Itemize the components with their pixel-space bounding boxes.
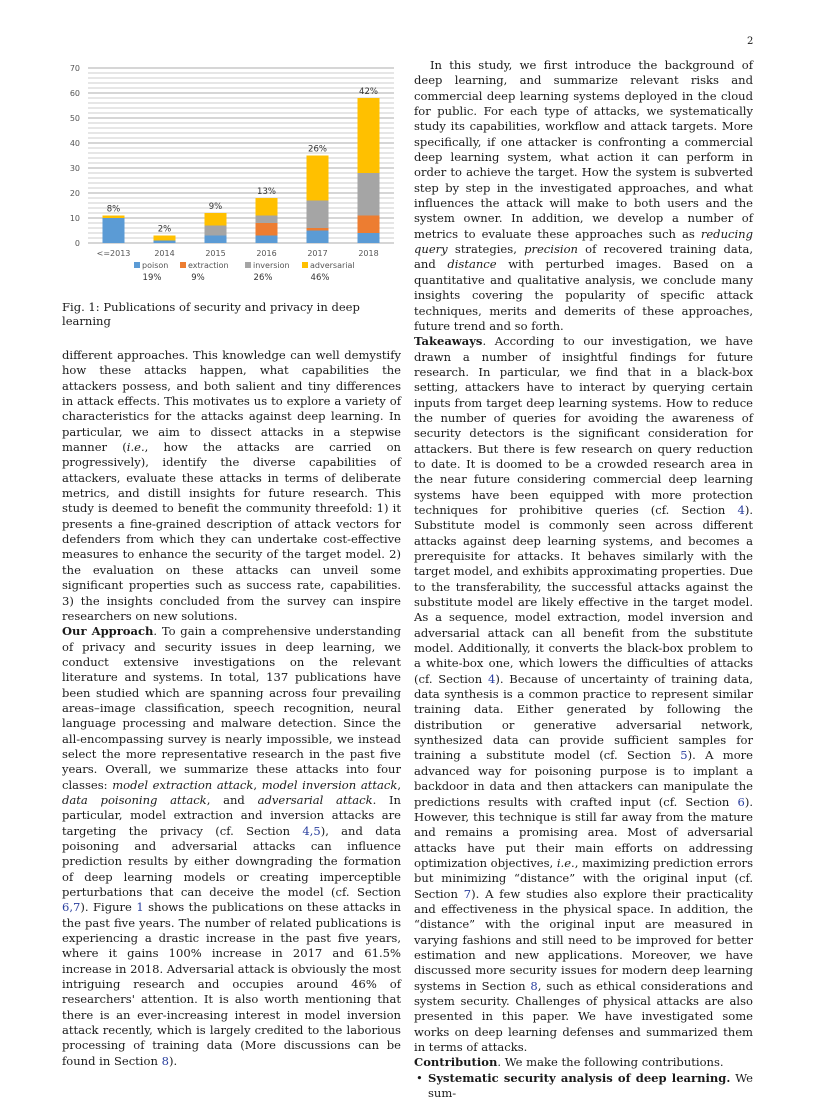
section-ref-link[interactable]: 4: [737, 502, 745, 517]
bar-data-label: 26%: [308, 144, 327, 155]
legend-label-adversarial: adversarial: [310, 261, 355, 270]
paragraph-intro-continued: different approaches. This knowledge can well demystify how these attacks happen, what capabilities the attackers possess, and both salient and tiny differences in attack effects. This motivates us to explore a variety of characteristics for the attacks against deep learning. In particular, we aim to dissect attacks in a stepwise manner (i.e., how the attacks are carried on progressively), identify the diverse capabilities of attackers, evaluate these attacks in terms of deliberate metrics, and distill insights for future research. This study is deemed to benefit the community threefold: 1) it presents a fine-grained description of attack vectors for defenders from which they can undertake cost-effective measures to enhance the security of the target model. 2) the evaluation on these attacks can unveil some significant properties such as success rate, capabilities. 3) the insights concluded from the survey can inspire researchers on new solutions.: [62, 348, 401, 623]
y-tick-label: 50: [69, 114, 80, 123]
bar-segment-inversion: [256, 216, 278, 224]
y-tick-label: 40: [69, 139, 80, 148]
bar-segment-inversion: [307, 201, 329, 229]
y-tick-label: 60: [69, 89, 80, 98]
bar-segment-inversion: [205, 226, 227, 236]
bar-data-label: 42%: [359, 87, 378, 97]
section-ref-link[interactable]: 8: [161, 1053, 169, 1068]
bar-segment-poison: [358, 233, 380, 243]
bar-segment-poison: [205, 236, 227, 244]
paragraph-study-overview: In this study, we first introduce the background of deep learning, and summarize relevant risks and commercial deep learning systems deployed in the cloud for public. For each type of attacks, we systematically study its capabilities, workflow and attack targets. More specifically, if one attacker is confronting a commercial deep learning system, what action it can perform in order to achieve the target. How the system is subverted step by step in the investigated approaches, and what influences the attack will make to both users and the system owner. In addition, we develop a number of metrics to evaluate these approaches such as reducing query strategies, precision of recovered training data, and distance with perturbed images. Based on a quantitative and qualitative analysis, we conclude many insights covering the popularity of specific attack techniques, merits and demerits of these approaches, future trend and so forth.: [414, 58, 753, 333]
stacked-bar-chart: [62, 58, 402, 288]
legend-swatch-poison: [134, 262, 140, 268]
bar-segment-adversarial: [307, 156, 329, 201]
legend-swatch-extraction: [180, 262, 186, 268]
right-column: [414, 58, 753, 1101]
y-tick-label: 30: [69, 164, 80, 173]
section-ref-link[interactable]: 6,7: [62, 900, 81, 915]
legend-share-adversarial: 46%: [310, 273, 330, 283]
bar-segment-poison: [307, 231, 329, 244]
paragraph-contribution: Contribution. We make the following contributions.: [414, 1055, 724, 1070]
legend-swatch-adversarial: [302, 262, 308, 268]
x-tick-label: 2016: [256, 249, 277, 258]
bar-segment-adversarial: [256, 198, 278, 216]
bar-segment-poison: [154, 241, 176, 244]
legend-swatch-inversion: [245, 262, 251, 268]
bar-segment-extraction: [358, 216, 380, 234]
bar-data-label: 9%: [208, 202, 223, 212]
paragraph-takeaways: Takeaways. According to our investigation, we have drawn a number of insightful findings for future research. In particular, we find that in a black-box setting, attackers have to interact by querying certain inputs from target deep learning systems. How to reduce the number of queries for avoiding the awareness of security detectors is the significant consideration for attackers. But there is few research on query reduction to date. It is doomed to be a crowded research area in the near future considering commercial deep learning systems have been equipped with more protection techniques for prohibitive queries (cf. Section 4). Substitute model is commonly seen across different attacks against deep learning systems, and becomes a prerequisite for attacks. It behaves similarly with the target model, and exhibits approximating properties. Due to the transferability, the successful attacks against the substitute model are likely effective in the target model. As a sequence, model extraction, model inversion and adversarial attack can all benefit from the substitute model. Additionally, it converts the black-box problem to a white-box one, which lowers the difficulties of attacks (cf. Section 4). Because of uncertainty of training data, data synthesis is a common practice to represent similar training data. Either generated by following the distribution or generative adversarial network, synthesized data can provide sufficient samples for training a substitute model (cf. Section 5). A more advanced way for poisoning purpose is to implant a backdoor in data and then attackers can manipulate the predictions results with crafted input (cf. Section 6). However, this technique is still far away from the mature and remains a promising area. Most of adversarial attacks have put their main efforts on addressing optimization objectives, i.e., maximizing prediction errors but minimizing “distance” with the original input (cf. Section 7). A few studies also explore their practicality and effectiveness in the physical space. In addition, the “distance” with the original input are measured in varying fashions and still need to be improved for better estimation and new applications. Moreover, we have discussed more security issues for modern deep learning systems in Section 8, such as ethical considerations and system security. Challenges of physical attacks are also presented in this paper. We have investigated some works on deep learning defenses and summarized them in terms of attacks.: [414, 334, 754, 1054]
legend-label-inversion: inversion: [253, 261, 290, 270]
y-tick-label: 10: [69, 214, 80, 223]
bar-segment-inversion: [358, 173, 380, 216]
x-tick-label: 2018: [358, 249, 379, 258]
section-ref-link[interactable]: 6: [737, 794, 745, 809]
section-ref-link[interactable]: 5: [680, 748, 688, 763]
figure-1: [62, 58, 402, 288]
left-column: [62, 348, 401, 1069]
bar-segment-adversarial: [358, 98, 380, 173]
legend-share-inversion: 26%: [253, 273, 273, 283]
x-tick-label: 2017: [307, 249, 328, 258]
bar-segment-adversarial: [205, 213, 227, 226]
section-ref-link[interactable]: 8: [530, 978, 538, 993]
contribution-bullet: • Systematic security analysis of deep learning. We sum-: [414, 1071, 753, 1101]
y-tick-label: 20: [69, 189, 80, 198]
y-tick-label: 0: [74, 239, 80, 248]
contribution-heading: Contribution: [414, 1055, 498, 1070]
x-tick-label: <=2013: [96, 249, 131, 258]
x-tick-label: 2015: [205, 249, 226, 258]
y-tick-label: 70: [69, 64, 80, 73]
legend-label-poison: poison: [142, 261, 169, 270]
takeaways-heading: Takeaways: [414, 334, 483, 349]
bar-data-label: 8%: [106, 204, 121, 215]
section-ref-link[interactable]: 4: [487, 671, 496, 686]
x-tick-label: 2014: [154, 249, 175, 258]
bar-segment-poison: [103, 218, 125, 243]
section-ref-link[interactable]: 7: [463, 886, 472, 901]
bar-data-label: 2%: [157, 224, 172, 235]
legend-label-extraction: extraction: [188, 261, 229, 270]
bar-segment-adversarial: [154, 236, 176, 241]
figure-caption: Fig. 1: Publications of security and privacy in deep learning: [62, 300, 360, 328]
bar-segment-extraction: [256, 223, 278, 236]
bar-segment-adversarial: [103, 216, 125, 219]
page-number: 2: [747, 36, 754, 47]
legend-share-poison: 19%: [142, 273, 162, 283]
our-approach-heading: Our Approach: [62, 624, 154, 639]
figure-ref-link[interactable]: 1: [136, 900, 144, 915]
paragraph-our-approach: Our Approach. To gain a comprehensive understanding of privacy and security issues in deep learning, we conduct extensive investigations on the relevant literature and systems. In total, 137 publications have been studied which are spanning across four prevailing areas–image classification, speech recognition, neural language processing and malware detection. Since the all-encompassing survey is nearly impossible, we instead select the more representative research in the past five years. Overall, we summarize these attacks into four classes: model extraction attack, model inversion attack, data poisoning attack, and adversarial attack. In particular, model extraction and inversion attacks are targeting the privacy (cf. Section 4,5), and data poisoning and adversarial attacks can influence prediction results by either downgrading the formation of deep learning models or creating imperceptible perturbations that can deceive the model (cf. Section 6,7). Figure 1 shows the publications on these attacks in the past five years. The number of related publications is experiencing a drastic increase in the past five years, where it gains 100% increase in 2017 and 61.5% increase in 2018. Adversarial attack is obviously the most intriguing research and occupies around 46% of researchers' attention. It is also worth mentioning that there is an ever-increasing interest in model inversion attack recently, which is largely credited to the laborious processing of training data (More discussions can be found in Section 8).: [62, 624, 401, 1068]
legend-share-extraction: 9%: [191, 273, 205, 283]
bar-segment-poison: [256, 236, 278, 244]
bar-data-label: 13%: [257, 187, 276, 197]
bar-segment-extraction: [307, 228, 329, 231]
section-ref-link[interactable]: 4,5: [302, 823, 321, 838]
